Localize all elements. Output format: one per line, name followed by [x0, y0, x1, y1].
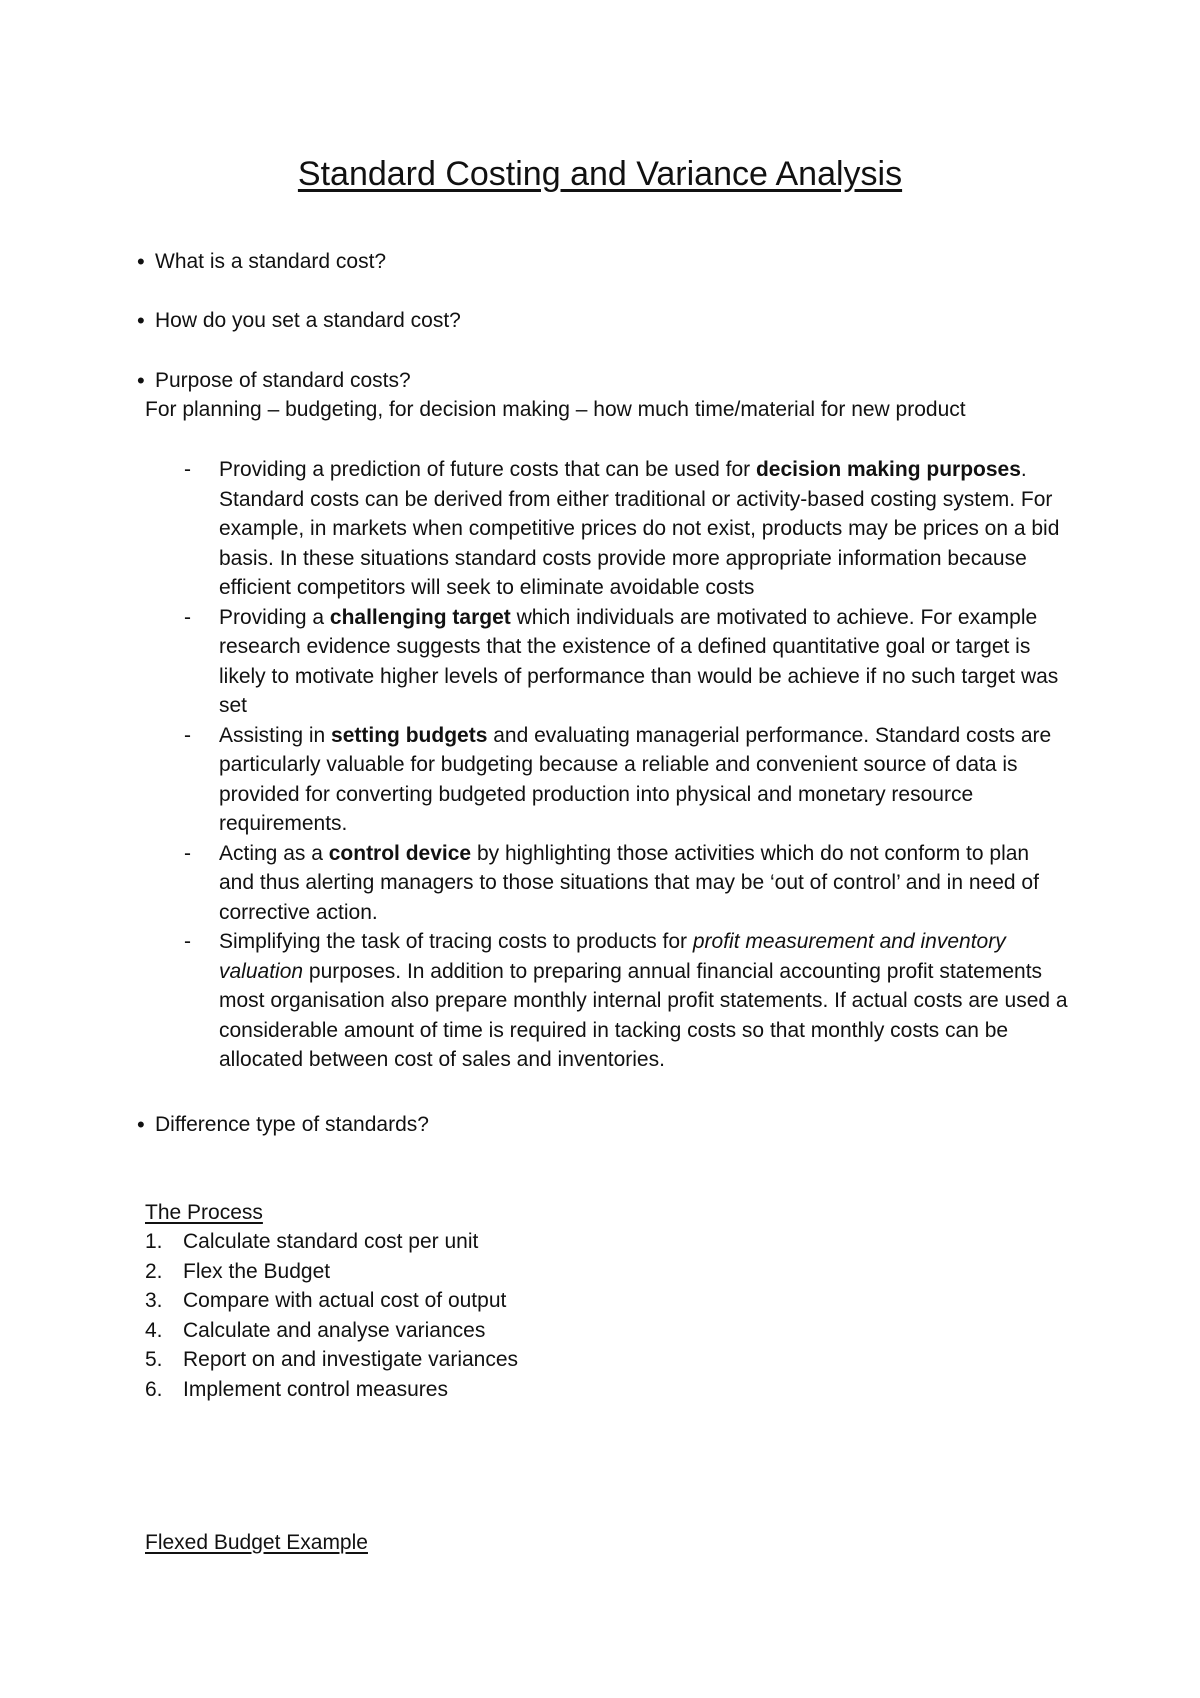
purpose-emphasis: setting budgets: [331, 723, 488, 747]
process-heading: The Process: [145, 1201, 263, 1224]
process-step: 5. Report on and investigate variances: [145, 1348, 519, 1371]
process-step: 1. Calculate standard cost per unit: [145, 1230, 479, 1253]
question-types-of-standards: • Difference type of standards?: [155, 1110, 1105, 1140]
document-title: Standard Costing and Variance Analysis: [297, 155, 903, 193]
purpose-note: For planning – budgeting, for decision making – how much time/material for new product: [145, 398, 966, 421]
purpose-emphasis: control device: [328, 841, 472, 865]
purpose-item-setting-budgets: - Assisting in setting budgets and evaluating managerial performance. Standard costs are particularly valuable for budgeting because a reliable and convenient source of data is provided for converting budgeted production into physical and monetary resource requirements.: [219, 721, 1069, 839]
purpose-item-challenging-target: - Providing a challenging target which individuals are motivated to achieve. For example research evidence suggests that the existence of a defined quantitative goal or target is likely to motivate higher levels of performance than would be achieve if no such target was set: [219, 603, 1069, 721]
process-step: 4. Calculate and analyse variances: [145, 1318, 486, 1342]
question-what-is-standard-cost: • What is a standard cost?: [155, 247, 1105, 277]
purpose-emphasis: profit measurement and inventory valuation: [219, 930, 1006, 983]
process-steps: [145, 1227, 518, 1404]
process-step: 6. Implement control measures: [145, 1377, 448, 1401]
question-how-to-set-standard-cost: • How do you set a standard cost?: [155, 306, 1105, 336]
question-purpose-of-standard-costs: • Purpose of standard costs?: [155, 366, 1105, 396]
purposes-list: [219, 455, 1069, 1075]
purpose-item-profit-measurement: - Simplifying the task of tracing costs to products for profit measurement and inventory valuation purposes. In addition to preparing annual financial accounting profit statements most organisation also prepare monthly internal profit statements. If actual costs are used a considerable amount of time is required in tacking costs so that monthly costs can be allocated between cost of sales and inventories.: [219, 927, 1069, 1075]
process-step: 3. Compare with actual cost of output: [145, 1289, 507, 1312]
purpose-emphasis: decision making purposes: [755, 458, 1021, 481]
purpose-item-decision-making: - Providing a prediction of future costs that can be used for decision making purposes. Standard costs can be derived from either traditional or activity-based costing system. For example, in markets when competitive prices do not exist, products may be prices on a bid basis. In these situations standard costs provide more appropriate information because efficient competitors will seek to eliminate avoidable costs: [219, 455, 1069, 603]
process-step: 2. Flex the Budget: [145, 1259, 331, 1283]
flexed-budget-heading: Flexed Budget Example: [145, 1531, 368, 1554]
purpose-item-control-device: - Acting as a control device by highlighting those activities which do not conform to plan and thus alerting managers to those situations that may be ‘out of control’ and in need of corrective action.: [219, 839, 1069, 928]
purpose-emphasis: challenging target: [329, 605, 511, 629]
